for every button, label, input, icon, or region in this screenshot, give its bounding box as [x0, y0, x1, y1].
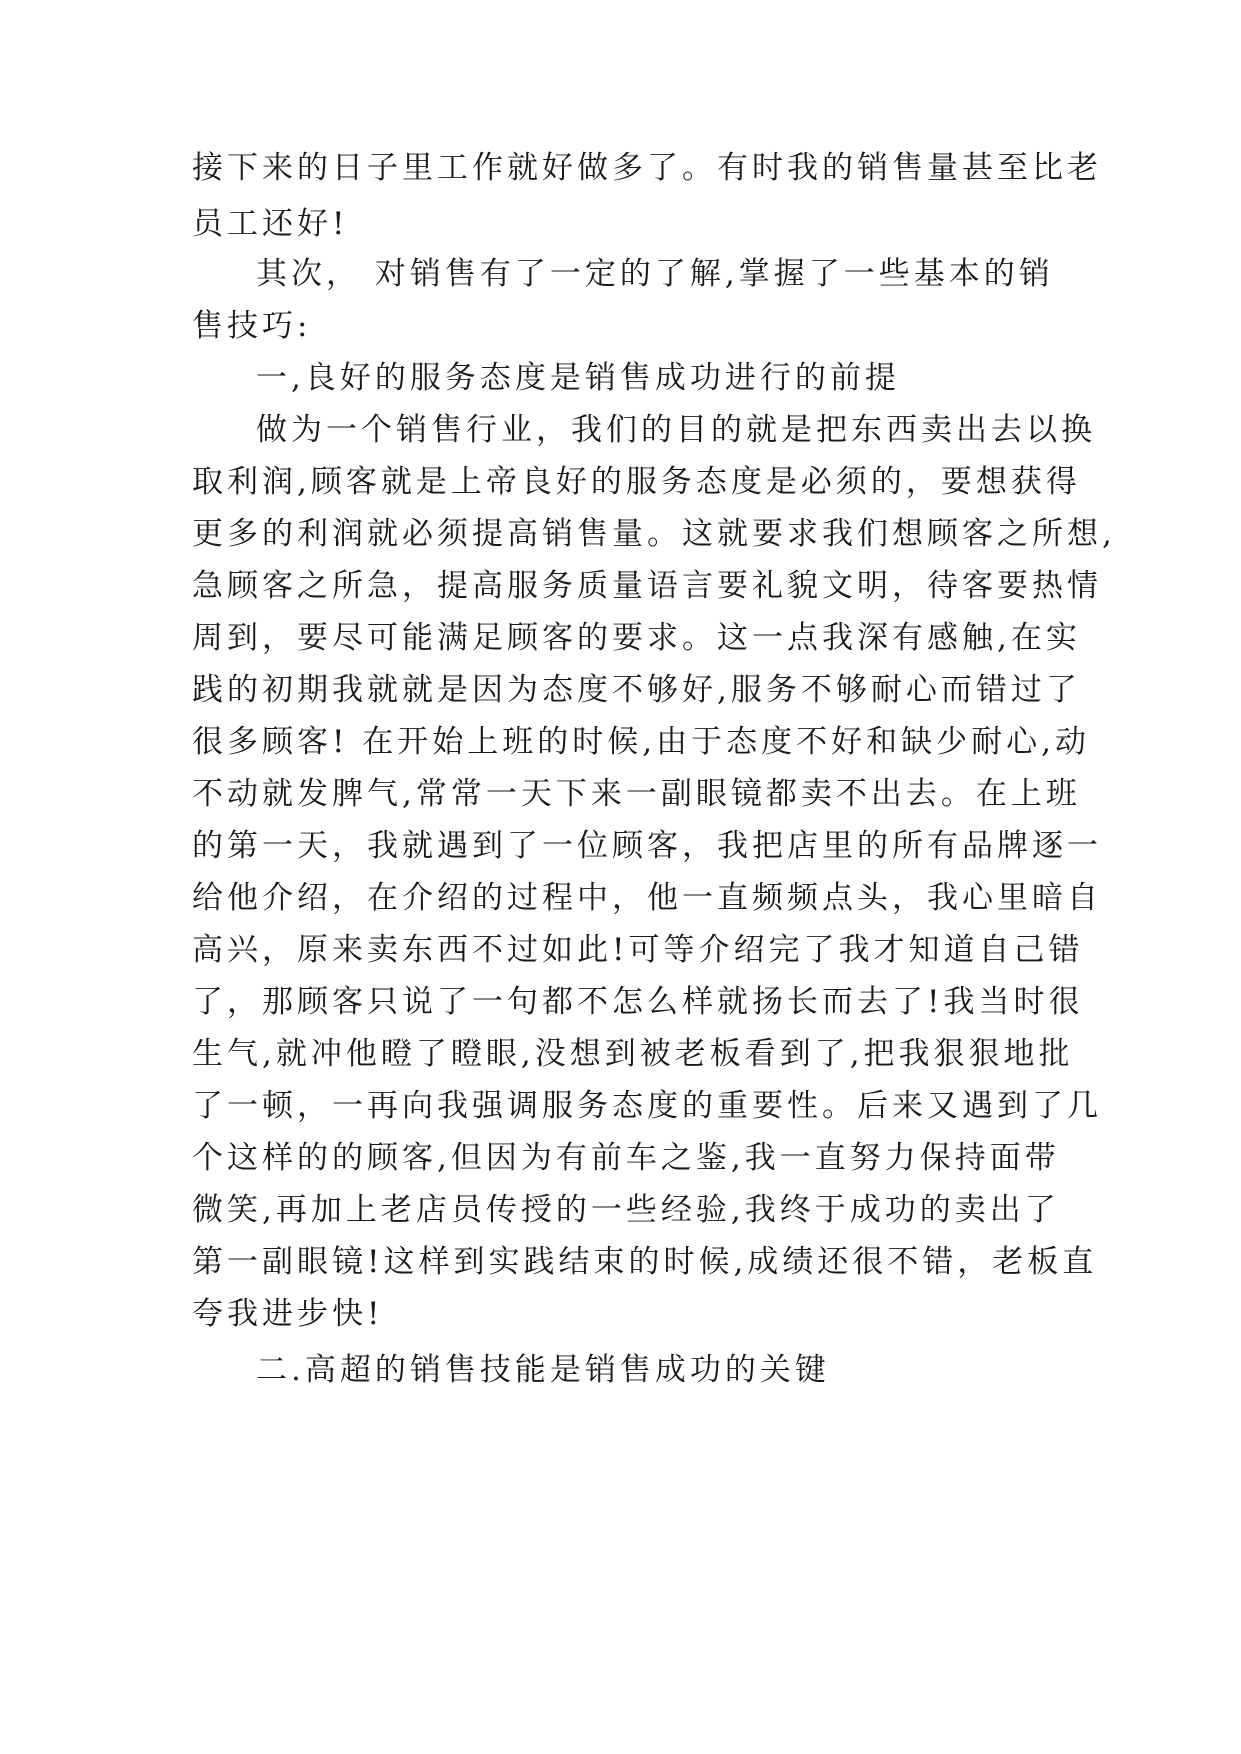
text-line: 个这样的的顾客,但因为有前车之鉴,我一直努力保持面带	[192, 1140, 1060, 1176]
text-line: 第一副眼镜!这样到实践结束的时候,成绩还很不错，老板直	[192, 1244, 1098, 1280]
text-line: 很多顾客! 在开始上班的时候,由于态度不好和缺少耐心,动	[192, 724, 1091, 760]
text-line: 践的初期我就就是因为态度不够好,服务不够耐心而错过了	[192, 672, 1081, 708]
text-line: 急顾客之所急，提高服务质量语言要礼貌文明，待客要热情	[192, 568, 1102, 604]
text-line: 的第一天，我就遇到了一位顾客，我把店里的所有品牌逐一	[192, 828, 1102, 864]
text-line: 接下来的日子里工作就好做多了。有时我的销售量甚至比老	[192, 150, 1102, 186]
text-line: 不动就发脾气,常常一天下来一副眼镜都卖不出去。在上班	[192, 776, 1081, 812]
text-line: 员工还好!	[192, 206, 349, 242]
text-line: 了，那顾客只说了一句都不怎么样就扬长而去了!我当时很	[192, 984, 1084, 1020]
text-line: 了一顿，一再向我强调服务态度的重要性。后来又遇到了几	[192, 1088, 1102, 1124]
text-line: 更多的利润就必须提高销售量。这就要求我们想顾客之所想,	[192, 516, 1116, 552]
text-line: 微笑,再加上老店员传授的一些经验,我终于成功的卖出了	[192, 1192, 1060, 1228]
section-heading-1: 一,良好的服务态度是销售成功进行的前提	[256, 360, 900, 396]
text-line: 周到，要尽可能满足顾客的要求。这一点我深有感触,在实	[192, 620, 1081, 656]
section-heading-2: 二.高超的销售技能是销售成功的关键	[256, 1352, 830, 1388]
text-line: 售技巧:	[192, 308, 312, 344]
paragraph-start-line: 做为一个销售行业，我们的目的就是把东西卖出去以换	[256, 412, 1096, 448]
text-line: 取利润,顾客就是上帝良好的服务态度是必须的，要想获得	[192, 464, 1081, 500]
text-line: 给他介绍，在介绍的过程中，他一直频频点头，我心里暗自	[192, 880, 1102, 916]
paragraph-start-line: 其次， 对销售有了一定的了解,掌握了一些基本的销	[256, 256, 1054, 292]
text-line: 夸我进步快!	[192, 1296, 384, 1332]
text-line: 生气,就冲他瞪了瞪眼,没想到被老板看到了,把我狠狠地批	[192, 1036, 1074, 1072]
text-line: 高兴，原来卖东西不过如此!可等介绍完了我才知道自己错	[192, 932, 1084, 968]
